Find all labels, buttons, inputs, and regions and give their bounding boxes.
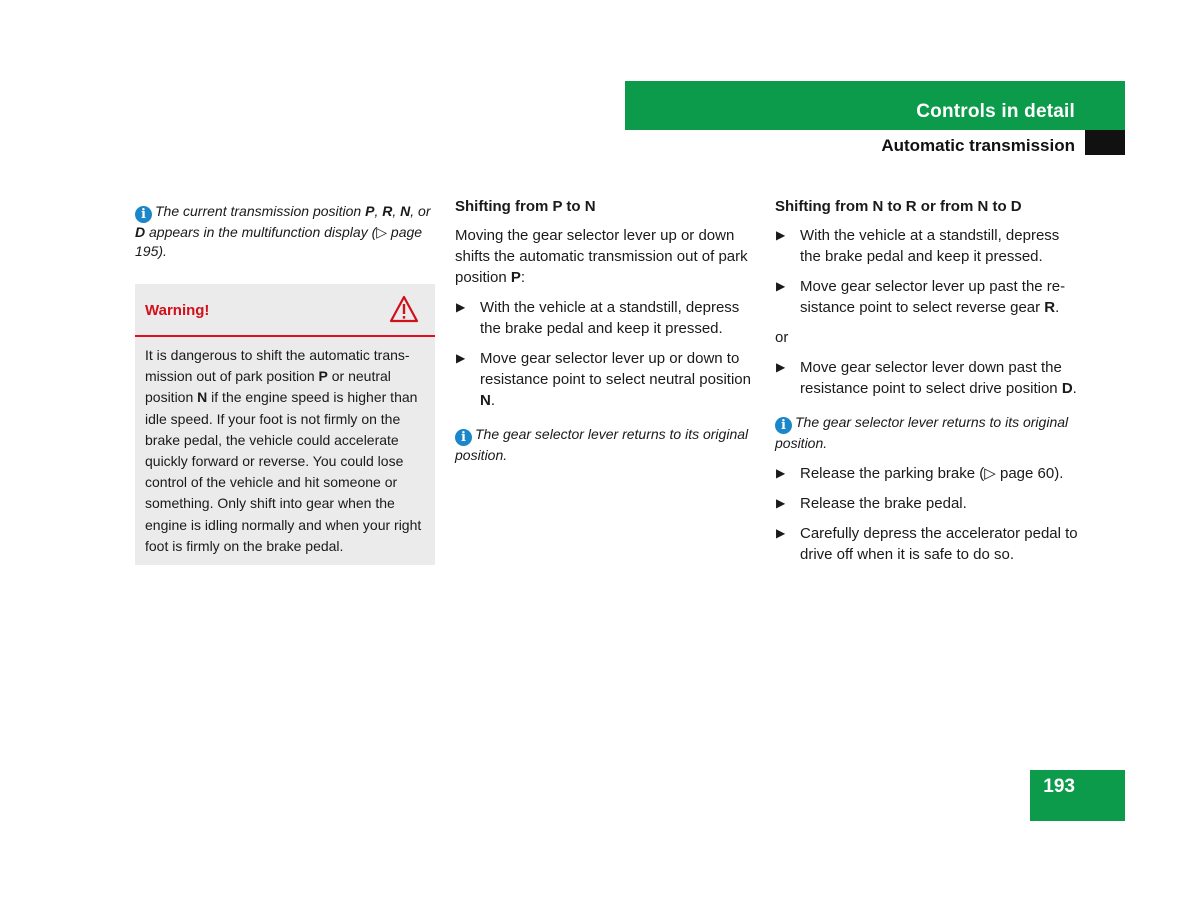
intro-paragraph: Moving the gear selector lever up or down shifts the automatic transmission out of park position P: <box>455 227 748 286</box>
info-note-lever-returns: i The gear selector lever returns to its original position. <box>775 414 1069 451</box>
step-item: ▶ Carefully depress the accelerator pedal to drive off when it is safe to do so. <box>776 524 1078 563</box>
warning-triangle-icon <box>389 295 419 323</box>
middle-column <box>455 196 755 465</box>
heading-n-to-r-or-d: Shifting from N to R or from N to D <box>775 198 1022 215</box>
left-column <box>135 196 435 565</box>
warning-label: Warning! <box>145 302 210 319</box>
section-title: Controls in detail <box>916 101 1075 122</box>
bullet-arrow-icon: ▶ <box>456 300 466 314</box>
right-column <box>775 196 1080 574</box>
bullet-arrow-icon: ▶ <box>776 228 786 242</box>
bullet-arrow-icon: ▶ <box>776 525 786 540</box>
step-item: ▶ Release the brake pedal. <box>776 494 967 512</box>
page-number: 193 <box>1043 776 1075 797</box>
warning-text: It is dangerous to shift the automatic trans-mission out of park position P or neutral position N if the engine speed is higher than idle speed. If your foot is not firmly on the brake pedal, the vehicle could accelerate quickly forward or reverse. You could lose control of the vehicle and hit someone or something. Only shift into gear when the engine is idling normally and when your right foot is firmly on the brake pedal. <box>145 347 422 554</box>
info-note-transmission-position: i The current transmission position P, R, N, or D appears in the multifunction display (▷ page 195). <box>135 203 431 259</box>
info-icon: i <box>135 206 152 223</box>
section-header-bar <box>625 81 1125 130</box>
bullet-arrow-icon: ▶ <box>776 495 786 510</box>
page-number-box <box>1030 770 1125 821</box>
info-icon: i <box>455 429 472 446</box>
step-item: ▶ Release the parking brake (▷ page 60). <box>776 464 1064 482</box>
bullet-arrow-icon: ▶ <box>456 351 466 365</box>
step-item: ▶ Move gear selector lever down past the resistance point to select drive position D. <box>776 359 1077 397</box>
or-separator: or <box>775 329 789 346</box>
step-item: ▶ With the vehicle at a standstill, depress the brake pedal and keep it pressed. <box>456 299 740 337</box>
subsection-title: Automatic transmission <box>881 136 1075 155</box>
warning-box <box>135 284 435 565</box>
info-icon: i <box>775 417 792 434</box>
step-item: ▶ Move gear selector lever up or down to resistance point to select neutral position N. <box>456 350 751 409</box>
section-tab-marker <box>1085 130 1125 155</box>
info-note-lever-returns: i The gear selector lever returns to its original position. <box>455 426 749 463</box>
heading-p-to-n: Shifting from P to N <box>455 198 596 215</box>
bullet-arrow-icon: ▶ <box>776 465 786 480</box>
step-item: ▶ With the vehicle at a standstill, depress the brake pedal and keep it pressed. <box>776 227 1060 265</box>
warning-header <box>135 284 435 337</box>
bullet-arrow-icon: ▶ <box>776 279 786 293</box>
step-item: ▶ Move gear selector lever up past the re-sistance point to select reverse gear R. <box>776 278 1066 316</box>
bullet-arrow-icon: ▶ <box>776 360 786 374</box>
